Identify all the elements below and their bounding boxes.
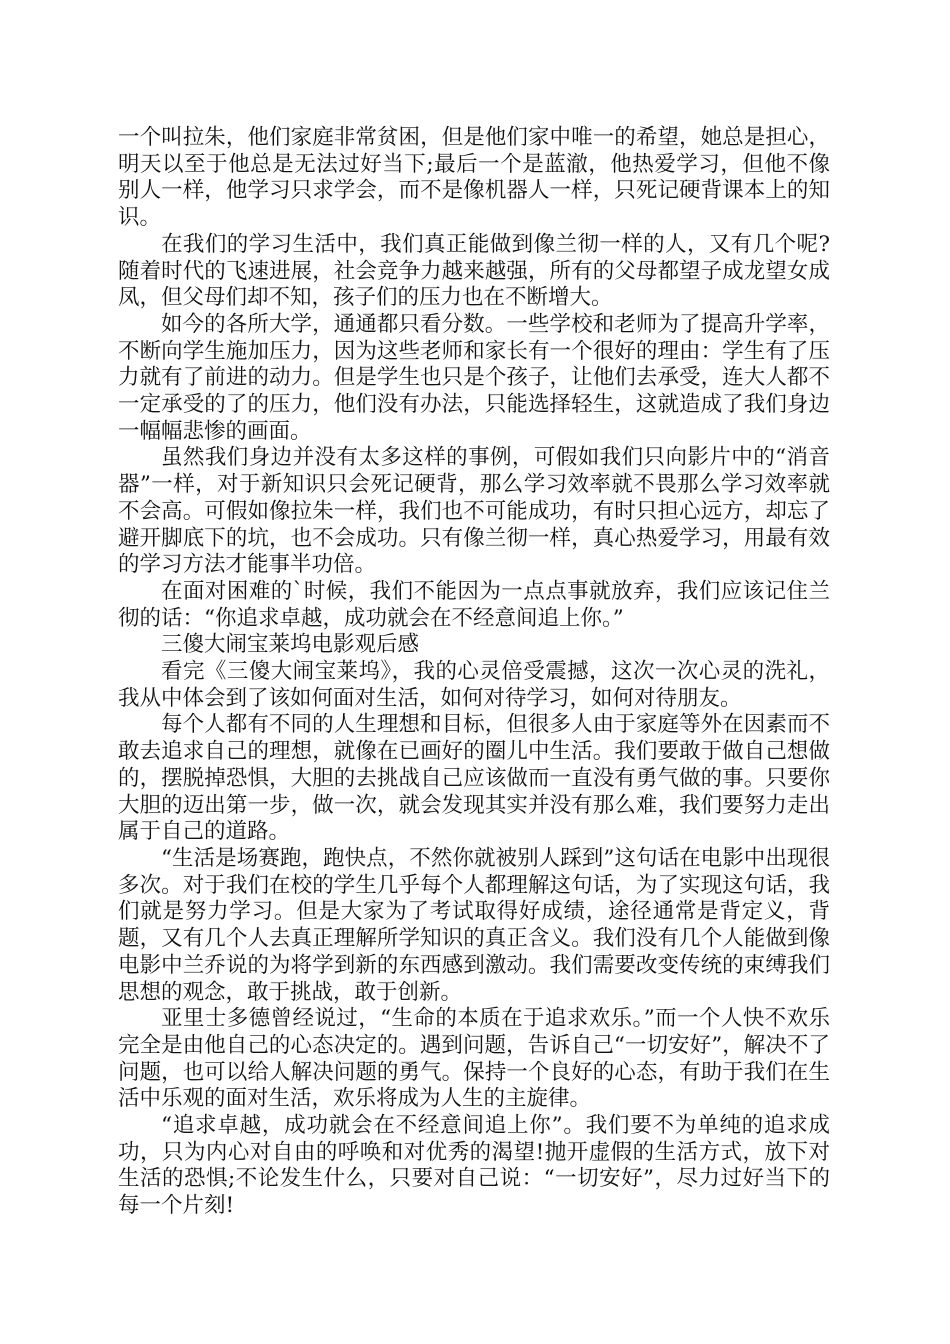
paragraph: 虽然我们身边并没有太多这样的事例，可假如我们只向影片中的“消音器”一样，对于新知识只会死记硬背，那么学习效率就不畏那么学习效率就不会高。可假如像拉朱一样，我们也不可能成功，有时只担心远方，却忘了避开脚底下的坑，也不会成功。只有像兰彻一样，真心热爱学习，用最有效的学习方法才能事半功倍。	[118, 445, 830, 578]
document-page	[118, 125, 830, 1220]
paragraph: 如今的各所大学，通通都只看分数。一些学校和老师为了提高升学率，不断向学生施加压力，因为这些老师和家长有一个很好的理由：学生有了压力就有了前进的动力。但是学生也只是个孩子，让他们去承受，连大人都不一定承受的了的压力，他们没有办法，只能选择轻生，这就造成了我们身边一幅幅悲惨的画面。	[118, 311, 830, 444]
paragraph: 每个人都有不同的人生理想和目标，但很多人由于家庭等外在因素而不敢去追求自己的理想，就像在已画好的圈儿中生活。我们要敢于做自己想做的，摆脱掉恐惧，大胆的去挑战自己应该做而一直没有勇气做的事。只要你大胆的迈出第一步，做一次，就会发现其实并没有那么难，我们要努力走出属于自己的道路。	[118, 712, 830, 845]
paragraph: 在我们的学习生活中，我们真正能做到像兰彻一样的人，又有几个呢?随着时代的飞速进展，社会竞争力越来越强，所有的父母都望子成龙望女成凤，但父母们却不知，孩子们的压力也在不断增大。	[118, 231, 830, 311]
paragraph: 看完《三傻大闹宝莱坞》，我的心灵倍受震撼，这次一次心灵的洗礼，我从中体会到了该如何面对生活，如何对待学习，如何对待朋友。	[118, 659, 830, 711]
paragraph: “生活是场赛跑，跑快点，不然你就被别人踩到”这句话在电影中出现很多次。对于我们在校的学生几乎每个人都理解这句话，为了实现这句话，我们就是努力学习。但是大家为了考试取得好成绩，途径通常是背定义，背题，又有几个人去真正理解所学知识的真正含义。我们没有几个人能做到像电影中兰乔说的为将学到新的东西感到激动。我们需要改变传统的束缚我们思想的观念，敢于挑战，敢于创新。	[118, 845, 830, 1005]
paragraph-continued: 一个叫拉朱，他们家庭非常贫困，但是他们家中唯一的希望，她总是担心，明天以至于他总是无法过好当下;最后一个是蓝澈，他热爱学习，但他不像别人一样，他学习只求学会，而不是像机器人一样，只死记硬背课本上的知识。	[118, 125, 830, 231]
paragraph: 亚里士多德曾经说过，“生命的本质在于追求欢乐。”而一个人快不欢乐完全是由他自己的心态决定的。遇到问题，告诉自己“一切安好”，解决不了问题，也可以给人解决问题的勇气。保持一个良好的心态，有助于我们在生活中乐观的面对生活，欢乐将成为人生的主旋律。	[118, 1006, 830, 1112]
paragraph: 在面对困难的`时候，我们不能因为一点点事就放弃，我们应该记住兰彻的话：“你追求卓越，成功就会在不经意间追上你。”	[118, 578, 830, 631]
section-heading: 三傻大闹宝莱坞电影观后感	[161, 632, 420, 658]
paragraph: “追求卓越，成功就会在不经意间追上你”。我们要不为单纯的追求成功，只为内心对自由的呼唤和对优秀的渴望!抛开虚假的生活方式，放下对生活的恐惧;不论发生什么，只要对自己说：“一切安好”，尽力过好当下的每一个片刻!	[118, 1113, 830, 1219]
